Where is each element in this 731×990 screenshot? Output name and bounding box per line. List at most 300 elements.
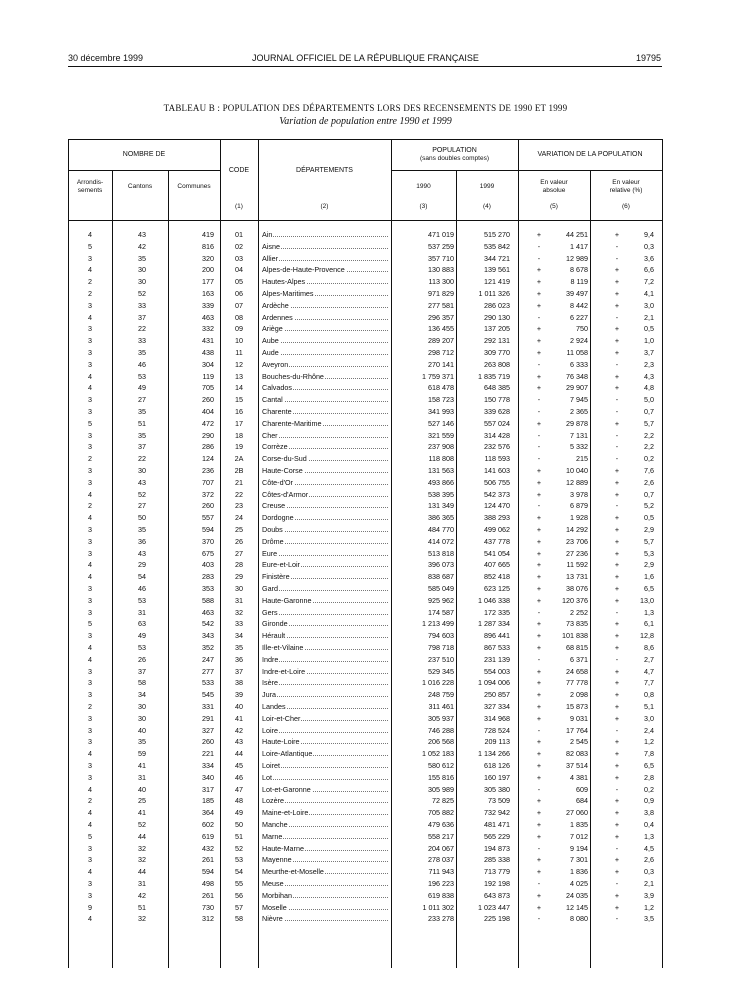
departement-cell [262,430,388,441]
communes-cell: 185 [202,796,214,806]
variation-absolue-cell: 4 381 [570,772,588,782]
departement-name: Gers [262,607,278,617]
population-1999-cell: 623 125 [484,584,510,593]
population-1999-cell: 515 270 [484,230,510,239]
communes-cell: 472 [202,418,214,428]
population-1999-cell: 618 126 [484,761,510,770]
population-1999-cell: 124 470 [484,501,510,511]
population-1990-cell: 113 300 [428,277,454,287]
variation-relative-sign: + [614,489,620,499]
cantons-cell: 51 [138,418,146,428]
code-cell: 37 [235,666,243,676]
table-row [68,666,662,677]
population-1990-cell: 248 759 [428,690,454,700]
code-cell: 33 [235,619,243,629]
population-1990-cell: 296 357 [428,312,454,322]
population-1990-cell: 1 016 228 [422,678,454,688]
variation-absolue-sign: - [537,501,541,511]
variation-absolue-cell: 12 145 [566,902,588,912]
communes-cell: 432 [202,843,214,853]
code-cell: 14 [235,383,243,393]
variation-absolue-sign: - [537,407,541,416]
cantons-cell: 52 [138,289,146,298]
population-1999-cell: 339 628 [484,407,510,416]
population-1999-cell: 867 533 [484,643,510,652]
variation-absolue-cell: 23 706 [566,536,588,546]
communes-cell: 545 [202,690,214,700]
code-cell: 34 [235,631,243,641]
arrondissements-cell: 3 [88,690,92,700]
departement-name: Ain [262,230,273,239]
variation-absolue-cell: 5 332 [570,442,588,452]
communes-cell: 304 [202,359,214,369]
population-1999-cell: 305 380 [484,784,510,794]
departement-cell [262,253,388,264]
variation-relative-cell: 0,3 [644,241,654,251]
variation-absolue-sign: + [536,761,542,770]
variation-relative-cell: 2,1 [644,879,654,888]
cantons-cell: 33 [138,336,146,346]
cantons-cell: 32 [138,843,146,853]
arrondissements-cell: 3 [88,324,92,334]
variation-absolue-cell: 12 889 [566,477,588,487]
communes-cell: 438 [202,348,214,357]
variation-absolue-cell: 9 194 [570,843,588,853]
header-cantons: Cantons [127,183,153,190]
communes-cell: 124 [202,454,214,464]
table-row [68,807,662,818]
variation-absolue-sign: + [536,737,542,747]
departement-cell [262,418,388,429]
departement-cell [262,784,388,795]
communes-cell: 177 [202,277,214,287]
arrondissements-cell: 3 [88,666,92,676]
variation-relative-sign: + [614,383,620,393]
cantons-cell: 27 [138,501,146,511]
code-cell: 09 [235,324,243,334]
population-1999-cell: 232 576 [484,442,510,452]
cantons-cell: 43 [138,548,146,558]
departement-name: Alpes-Maritimes [262,289,314,298]
table-row [68,654,662,665]
variation-absolue-sign: + [536,619,542,629]
communes-cell: 290 [202,430,214,440]
variation-relative-cell: 2,4 [644,725,654,735]
departement-name: Hautes-Alpes [262,277,306,287]
departement-cell [262,736,388,747]
departement-cell [262,489,388,500]
arrondissements-cell: 3 [88,536,92,546]
communes-cell: 588 [202,595,214,605]
population-1990-cell: 72 825 [432,796,454,806]
code-cell: 30 [235,584,243,593]
code-cell: 17 [235,418,243,428]
table-row [68,371,662,382]
communes-cell: 339 [202,300,214,310]
code-cell: 42 [235,725,243,735]
departement-cell [262,323,388,334]
population-1999-cell: 137 205 [484,324,510,334]
communes-cell: 119 [202,371,214,381]
arrondissements-cell: 4 [88,513,92,523]
variation-relative-sign: - [615,501,619,511]
population-1999-cell: 121 419 [484,277,510,287]
departement-name: Charente-Maritime [262,418,322,428]
variation-relative-sign: + [614,300,620,310]
arrondissements-cell: 3 [88,407,92,416]
population-1999-cell: 231 139 [484,654,510,664]
population-1990-cell: 396 073 [428,560,454,570]
arrondissements-cell: 3 [88,466,92,475]
population-1990-cell: 585 049 [428,584,454,593]
variation-absolue-cell: 76 348 [566,371,588,381]
code-cell: 53 [235,855,243,865]
variation-relative-sign: + [614,855,620,865]
variation-absolue-sign: + [536,690,542,700]
departement-name: Maine-et-Loire [262,808,309,818]
communes-cell: 352 [202,643,214,652]
cantons-cell: 42 [138,241,146,251]
population-1999-cell: 1 134 266 [478,749,510,759]
population-1999-cell: 565 229 [484,831,510,841]
communes-cell: 221 [202,749,214,759]
cantons-cell: 31 [138,879,146,888]
cantons-cell: 54 [138,572,146,582]
arrondissements-cell: 3 [88,761,92,770]
departement-name: Manche [262,820,288,829]
header-page-number: 19795 [635,53,661,63]
variation-relative-sign: + [614,831,620,841]
departement-name: Indre-et-Loire [262,666,306,676]
col-num-4: (4) [483,203,491,210]
table-row [68,241,662,252]
communes-cell: 730 [202,902,214,912]
col-num-5: (5) [550,203,558,210]
variation-absolue-sign: + [536,418,542,428]
variation-relative-cell: 5,7 [644,418,654,428]
table-row [68,843,662,854]
table-row [68,772,662,783]
population-1990-cell: 705 882 [428,808,454,818]
header-1990: 1990 [416,183,431,190]
variation-relative-sign: + [614,513,620,523]
population-1990-cell: 711 943 [428,867,454,877]
code-cell: 28 [235,560,243,570]
variation-relative-cell: 0,7 [644,407,654,416]
population-1990-cell: 838 687 [428,572,454,582]
cantons-cell: 31 [138,607,146,617]
population-1999-cell: 481 471 [484,820,510,829]
col-num-3: (3) [419,203,428,210]
variation-absolue-sign: - [537,312,541,322]
departement-name: Charente [262,407,292,416]
arrondissements-cell: 3 [88,442,92,452]
population-1999-cell: 1 094 006 [478,678,510,688]
cantons-cell: 53 [138,595,146,605]
communes-cell: 419 [202,230,214,239]
communes-cell: 334 [202,761,214,770]
header-departements: DÉPARTEMENTS [296,167,353,174]
population-1999-cell: 314 968 [484,713,510,723]
arrondissements-cell: 5 [88,619,92,629]
code-cell: 19 [235,442,243,452]
variation-relative-cell: 2,9 [644,560,654,570]
departement-cell [262,406,388,417]
population-1990-cell: 118 808 [428,454,454,464]
population-1990-cell: 580 612 [428,761,454,770]
variation-relative-sign: + [614,418,620,428]
departement-cell [262,559,388,570]
departement-name: Moselle [262,902,287,912]
communes-cell: 260 [202,737,214,747]
population-1999-cell: 713 779 [484,867,510,877]
departement-name: Morbihan [262,890,292,900]
variation-absolue-cell: 82 083 [566,749,588,759]
variation-absolue-cell: 101 838 [562,631,588,641]
arrondissements-cell: 3 [88,477,92,487]
population-1990-cell: 174 587 [428,607,454,617]
variation-absolue-cell: 6 879 [570,501,588,511]
departement-name: Allier [262,253,278,263]
population-1990-cell: 538 395 [428,489,454,499]
variation-absolue-cell: 15 873 [566,702,588,711]
variation-relative-sign: - [615,442,619,452]
variation-absolue-sign: + [536,371,542,381]
code-cell: 03 [235,253,243,263]
population-1990-cell: 298 712 [428,348,454,357]
arrondissements-cell: 3 [88,607,92,617]
table-row [68,394,662,405]
population-1999-cell: 506 755 [484,477,510,487]
variation-relative-cell: 2,7 [644,654,654,664]
communes-cell: 291 [202,713,214,723]
variation-relative-cell: 4,3 [644,371,654,381]
population-1999-cell: 192 198 [484,879,510,888]
frame-top [68,139,662,140]
variation-absolue-sign: + [536,300,542,310]
code-cell: 50 [235,820,243,829]
header-code: CODE [228,167,250,174]
cantons-cell: 51 [138,902,146,912]
table-row [68,441,662,452]
departement-cell [262,713,388,724]
departement-name: Cher [262,430,278,440]
variation-relative-cell: 1,2 [644,737,654,747]
variation-absolue-cell: 24 035 [566,890,588,900]
departement-name: Landes [262,702,286,711]
cantons-cell: 22 [138,324,146,334]
cantons-cell: 35 [138,737,146,747]
code-cell: 2B [234,466,244,475]
arrondissements-cell: 5 [88,418,92,428]
population-1999-cell: 314 428 [484,430,510,440]
cantons-cell: 35 [138,430,146,440]
departement-name: Finistère [262,572,290,582]
arrondissements-cell: 4 [88,489,92,499]
variation-relative-sign: - [615,725,619,735]
variation-absolue-cell: 7 131 [570,430,588,440]
variation-relative-sign: + [614,289,620,298]
population-1999-cell: 437 778 [484,536,510,546]
arrondissements-cell: 4 [88,654,92,664]
variation-absolue-cell: 24 658 [566,666,588,676]
arrondissements-cell: 2 [88,501,92,511]
arrondissements-cell: 3 [88,772,92,782]
table-row [68,453,662,464]
header-variation: VARIATION DE LA POPULATION [537,151,643,158]
code-cell: 52 [235,843,243,853]
variation-relative-sign: + [614,336,620,346]
variation-absolue-sign: + [536,584,542,593]
variation-absolue-sign: + [536,525,542,534]
population-1990-cell: 237 908 [428,442,454,452]
arrondissements-cell: 4 [88,867,92,877]
population-1990-cell: 386 365 [428,513,454,523]
table-row [68,748,662,759]
variation-relative-cell: 5,0 [644,395,654,405]
population-1990-cell: 513 818 [428,548,454,558]
departement-cell [262,795,388,806]
header-arrondissements: Arrondis- sements [76,179,104,194]
code-cell: 08 [235,312,243,322]
table-row [68,335,662,346]
header-bottom-rule [68,220,662,221]
variation-absolue-cell: 11 592 [566,560,588,570]
arrondissements-cell: 3 [88,253,92,263]
variation-relative-sign: + [614,796,620,806]
cantons-cell: 35 [138,348,146,357]
communes-cell: 619 [202,831,214,841]
table-row [68,489,662,500]
variation-absolue-cell: 7 012 [570,831,588,841]
code-cell: 47 [235,784,243,794]
table-row [68,902,662,913]
variation-absolue-sign: + [536,560,542,570]
population-1990-cell: 237 510 [428,654,454,664]
table-row [68,559,662,570]
variation-absolue-sign: - [537,395,541,405]
variation-absolue-cell: 1 836 [570,867,588,877]
population-1990-cell: 493 866 [428,477,454,487]
communes-cell: 286 [202,442,214,452]
population-1990-cell: 130 883 [428,265,454,275]
population-1999-cell: 172 335 [484,607,510,617]
arrondissements-cell: 4 [88,808,92,818]
cantons-cell: 44 [138,867,146,877]
variation-absolue-sign: + [536,643,542,652]
departement-cell [262,607,388,618]
departement-cell [262,618,388,629]
cantons-cell: 35 [138,253,146,263]
table-row [68,725,662,736]
variation-relative-sign: + [614,702,620,711]
cantons-cell: 52 [138,820,146,829]
population-1999-cell: 1 835 719 [478,371,510,381]
communes-cell: 283 [202,572,214,582]
table-row [68,418,662,429]
departement-cell [262,312,388,323]
population-1999-cell: 542 373 [484,489,510,499]
code-cell: 05 [235,277,243,287]
code-cell: 24 [235,513,243,523]
arrondissements-cell: 4 [88,914,92,924]
cantons-cell: 32 [138,855,146,865]
table-row [68,288,662,299]
communes-cell: 247 [202,654,214,664]
variation-relative-cell: 2,6 [644,477,654,487]
population-1999-cell: 309 770 [484,348,510,357]
population-1999-cell: 250 857 [484,690,510,700]
variation-relative-sign: + [614,572,620,582]
communes-cell: 463 [202,607,214,617]
variation-absolue-sign: + [536,831,542,841]
population-1999-cell: 118 593 [484,454,510,464]
table-row [68,382,662,393]
arrondissements-cell: 3 [88,525,92,534]
population-1990-cell: 131 563 [428,466,454,475]
departement-name: Loiret [262,761,280,770]
variation-relative-sign: + [614,867,620,877]
population-1999-cell: 1 046 338 [478,595,510,605]
departement-name: Eure-et-Loir [262,560,300,570]
departement-cell [262,571,388,582]
variation-absolue-sign: - [537,359,541,369]
variation-absolue-sign: - [537,442,541,452]
arrondissements-cell: 4 [88,643,92,652]
population-1999-cell: 388 293 [484,513,510,523]
arrondissements-cell: 4 [88,784,92,794]
variation-relative-sign: + [614,548,620,558]
communes-cell: 200 [202,265,214,275]
variation-absolue-cell: 7 945 [570,395,588,405]
variation-absolue-cell: 2 098 [570,690,588,700]
arrondissements-cell: 3 [88,879,92,888]
table-row [68,642,662,653]
communes-cell: 317 [202,784,214,794]
cantons-cell: 29 [138,560,146,570]
variation-relative-cell: 4,7 [644,666,654,676]
cantons-cell: 37 [138,312,146,322]
departement-cell [262,595,388,606]
departement-cell [262,583,388,594]
arrondissements-cell: 3 [88,855,92,865]
variation-absolue-sign: + [536,772,542,782]
population-1990-cell: 131 349 [428,501,454,511]
variation-absolue-cell: 2 924 [570,336,588,346]
code-cell: 18 [235,430,243,440]
table-row [68,831,662,842]
table-row [68,866,662,877]
departement-cell [262,335,388,346]
arrondissements-cell: 4 [88,749,92,759]
variation-absolue-sign: + [536,855,542,865]
table-row [68,630,662,641]
departement-name: Ille-et-Vilaine [262,643,304,652]
header-communes: Communes [177,183,211,190]
arrondissements-cell: 4 [88,820,92,829]
variation-relative-sign: + [614,536,620,546]
table-row [68,253,662,264]
departement-name: Meuse [262,879,284,888]
population-1999-cell: 1 011 326 [478,289,510,298]
table-row [68,607,662,618]
population-1990-cell: 278 037 [428,855,454,865]
arrondissements-cell: 3 [88,395,92,405]
code-cell: 22 [235,489,243,499]
code-cell: 32 [235,607,243,617]
population-1999-cell: 285 338 [484,855,510,865]
communes-cell: 602 [202,820,214,829]
